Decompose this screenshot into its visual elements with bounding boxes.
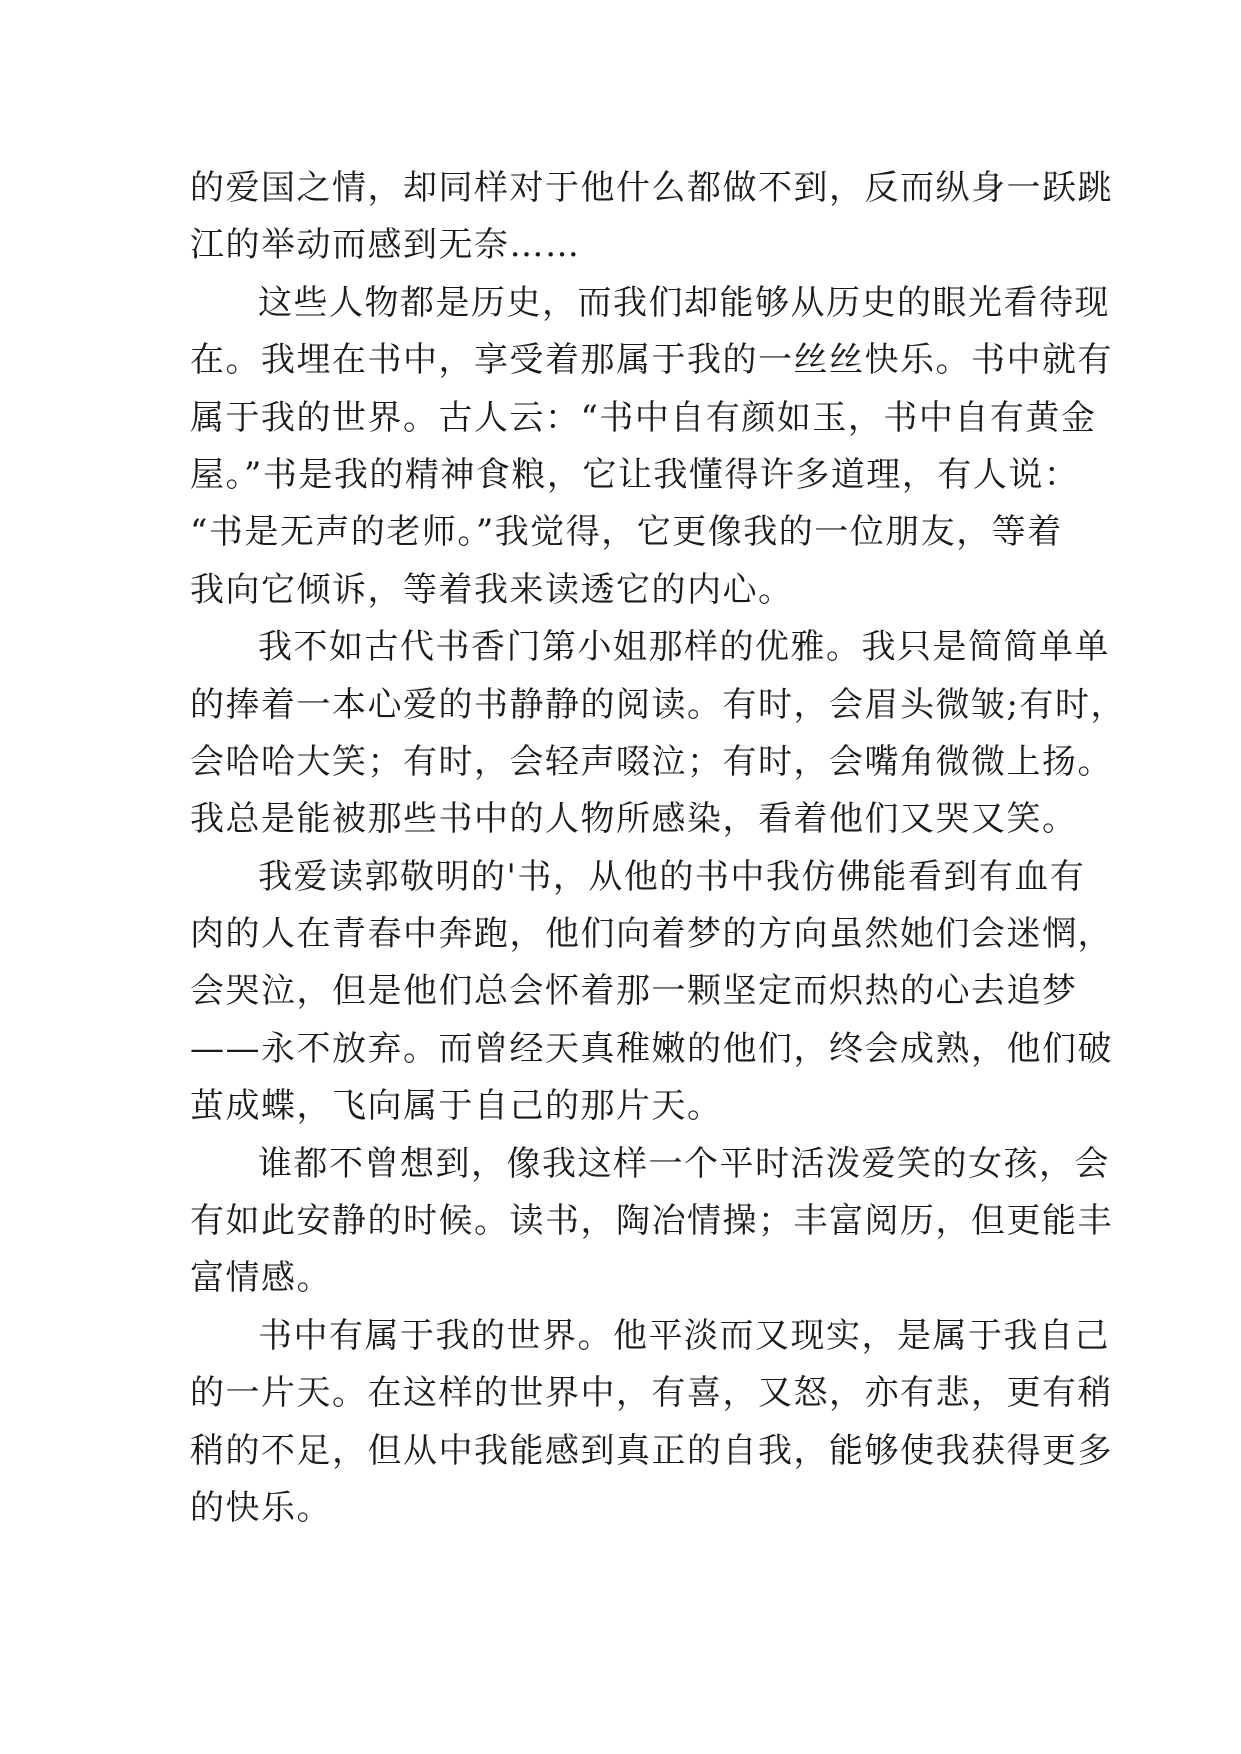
text-line: 书中有属于我的世界。他平淡而又现实，是属于我自己 xyxy=(258,1315,1110,1356)
text-line: 江的举动而感到无奈…… xyxy=(190,225,581,266)
text-line: 我向它倾诉，等着我来读透它的内心。 xyxy=(190,569,794,610)
text-line: 属于我的世界。古人云：“书中自有颜如玉，书中自有黄金 xyxy=(190,397,1097,438)
text-line: ——永不放弃。而曾经天真稚嫩的他们，终会成熟，他们破 xyxy=(190,1028,1113,1069)
text-line: 的快乐。 xyxy=(190,1487,332,1528)
text-line: 肉的人在青春中奔跑，他们向着梦的方向虽然她们会迷惘， xyxy=(190,914,1113,955)
document-body xyxy=(190,160,1126,1537)
text-line: 在。我埋在书中，享受着那属于我的一丝丝快乐。书中就有 xyxy=(190,340,1113,381)
text-line: 稍的不足，但从中我能感到真正的自我，能够使我获得更多 xyxy=(190,1430,1113,1471)
text-line: 谁都不曾想到，像我这样一个平时活泼爱笑的女孩，会 xyxy=(258,1143,1110,1184)
text-line: 我爱读郭敬明的'书，从他的书中我仿佛能看到有血有 xyxy=(258,856,1086,897)
text-line: 茧成蝶，飞向属于自己的那片天。 xyxy=(190,1086,723,1127)
text-line: 会哭泣，但是他们总会怀着那一颗坚定而炽热的心去追梦 xyxy=(190,971,1078,1012)
text-line: 屋。”书是我的精神食粮，它让我懂得许多道理，有人说： xyxy=(190,454,1080,495)
text-line: 我不如古代书香门第小姐那样的优雅。我只是简简单单 xyxy=(258,627,1110,668)
text-line: 会哈哈大笑；有时，会轻声啜泣；有时，会嘴角微微上扬。 xyxy=(190,741,1113,782)
text-line: 有如此安静的时候。读书，陶冶情操；丰富阅历，但更能丰 xyxy=(190,1201,1113,1242)
text-line: 这些人物都是历史，而我们却能够从历史的眼光看待现 xyxy=(258,282,1110,323)
text-line: 富情感。 xyxy=(190,1258,332,1299)
text-line: 我总是能被那些书中的人物所感染，看着他们又哭又笑。 xyxy=(190,799,1078,840)
text-line: 的爱国之情，却同样对于他什么都做不到，反而纵身一跃跳 xyxy=(190,168,1113,208)
text-line: 的捧着一本心爱的书静静的阅读。有时，会眉头微皱;有时， xyxy=(190,684,1126,725)
text-line: 的一片天。在这样的世界中，有喜，又怒，亦有悲，更有稍 xyxy=(190,1373,1113,1414)
text-line: “书是无声的老师。”我觉得，它更像我的一位朋友，等着 xyxy=(190,512,1063,553)
